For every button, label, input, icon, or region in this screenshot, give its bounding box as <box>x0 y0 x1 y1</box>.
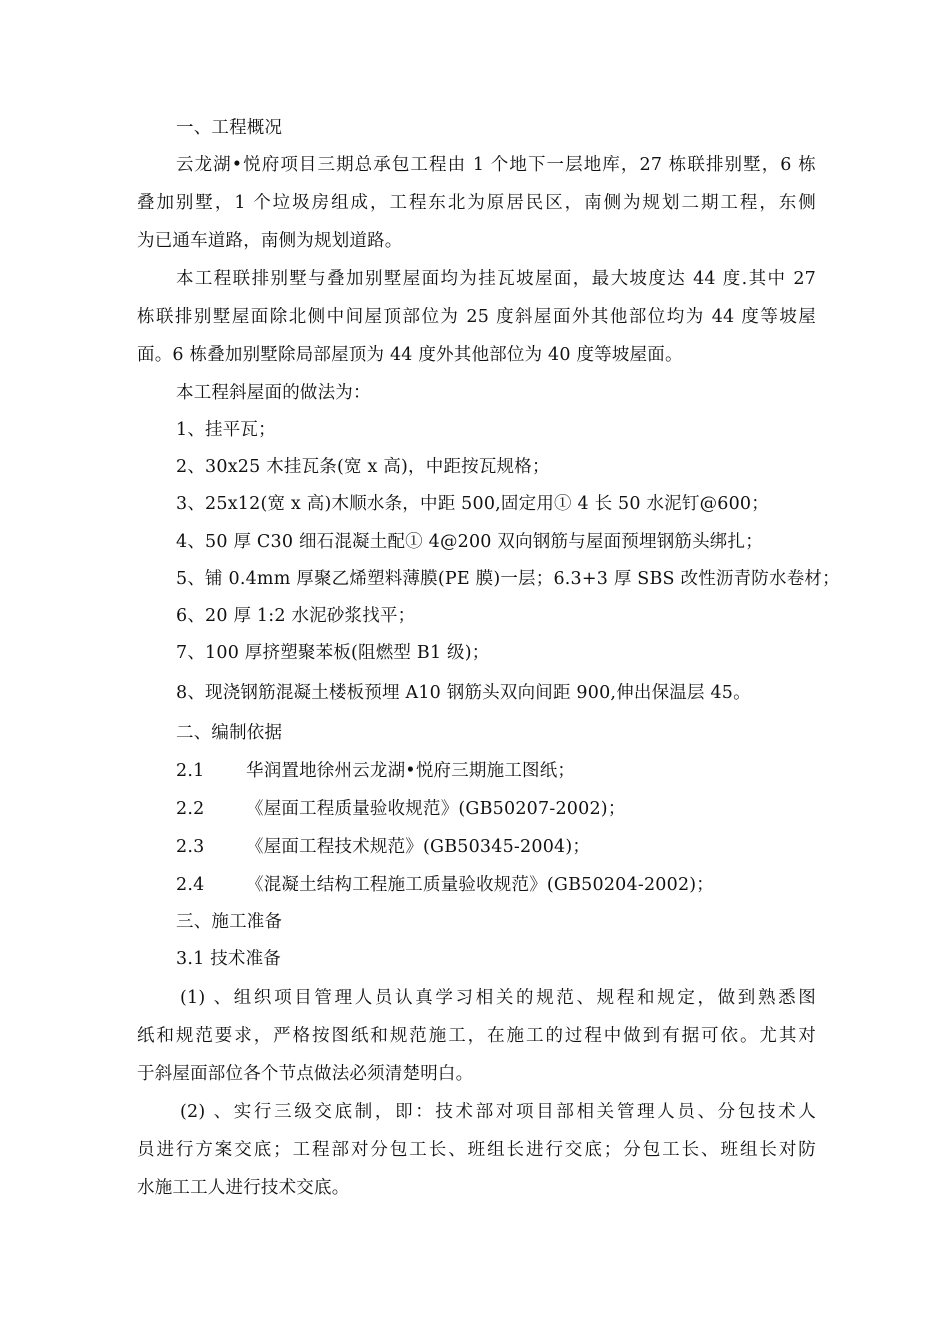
reference-text: 《混凝土结构工程施工质量验收规范》(GB50204-2002)； <box>246 875 715 895</box>
paragraph-line: 于斜屋面部位各个节点做法必须清楚明白。 <box>137 1064 474 1084</box>
section-heading-basis: 二、编制依据 <box>176 723 283 743</box>
section-heading-preparation: 三、施工准备 <box>176 912 283 932</box>
reference-text: 《屋面工程质量验收规范》(GB50207-2002)； <box>246 799 626 819</box>
reference-number: 2.2 <box>176 799 205 819</box>
paragraph-line: 栋联排别墅屋面除北侧中间屋顶部位为 25 度斜屋面外其他部位均为 44 度等坡屋 <box>137 307 816 327</box>
subsection-heading-technical: 3.1 技术准备 <box>176 949 281 969</box>
reference-text: 华润置地徐州云龙湖•悦府三期施工图纸； <box>246 761 576 781</box>
list-item: 4、50 厚 C30 细石混凝土配① 4@200 双向钢筋与屋面预埋钢筋头绑扎； <box>176 532 763 552</box>
paragraph-line: (2) 、实行三级交底制，即：技术部对项目部相关管理人员、分包技术人 <box>180 1102 816 1122</box>
reference-number: 2.3 <box>176 837 205 857</box>
reference-number: 2.1 <box>176 761 205 781</box>
paragraph-line: 本工程联排别墅与叠加别墅屋面均为挂瓦坡屋面，最大坡度达 44 度.其中 27 <box>176 269 816 289</box>
paragraph-line: (1) 、组织项目管理人员认真学习相关的规范、规程和规定，做到熟悉图 <box>180 988 816 1008</box>
list-item: 5、铺 0.4mm 厚聚乙烯塑料薄膜(PE 膜)一层；6.3+3 厚 SBS 改性沥青防水卷材； <box>176 569 840 589</box>
list-item <box>176 759 575 783</box>
list-item: 8、现浇钢筋混凝土楼板预埋 A10 钢筋头双向间距 900,伸出保温层 45。 <box>176 683 751 703</box>
reference-text: 《屋面工程技术规范》(GB50345-2004)； <box>246 837 591 857</box>
list-item: 1、挂平瓦； <box>176 420 276 440</box>
list-item: 2、30x25 木挂瓦条(宽 x 高)，中距按瓦规格； <box>176 457 550 477</box>
list-item: 3、25x12(宽 x 高)木顺水条，中距 500,固定用① 4 长 50 水泥钉@600； <box>176 494 769 514</box>
paragraph-line: 云龙湖•悦府项目三期总承包工程由 1 个地下一层地库，27 栋联排别墅，6 栋 <box>176 155 816 175</box>
list-item <box>176 873 714 897</box>
list-item <box>176 797 626 821</box>
paragraph-line: 为已通车道路，南侧为规划道路。 <box>137 231 403 251</box>
list-item <box>176 835 590 859</box>
paragraph-line: 本工程斜屋面的做法为： <box>176 383 371 403</box>
list-item: 7、100 厚挤塑聚苯板(阻燃型 B1 级)； <box>176 643 490 663</box>
paragraph-line: 员进行方案交底；工程部对分包工长、班组长进行交底；分包工长、班组长对防 <box>137 1140 816 1160</box>
section-heading-project-overview: 一、工程概况 <box>176 118 283 138</box>
reference-number: 2.4 <box>176 875 205 895</box>
paragraph-line: 面。6 栋叠加别墅除局部屋顶为 44 度外其他部位为 40 度等坡屋面。 <box>137 345 683 365</box>
paragraph-line: 水施工工人进行技术交底。 <box>137 1178 350 1198</box>
paragraph-line: 纸和规范要求，严格按图纸和规范施工，在施工的过程中做到有据可依。尤其对 <box>137 1026 816 1046</box>
list-item: 6、20 厚 1:2 水泥砂浆找平； <box>176 606 416 626</box>
paragraph-line: 叠加别墅，1 个垃圾房组成，工程东北为原居民区，南侧为规划二期工程，东侧 <box>137 193 816 213</box>
